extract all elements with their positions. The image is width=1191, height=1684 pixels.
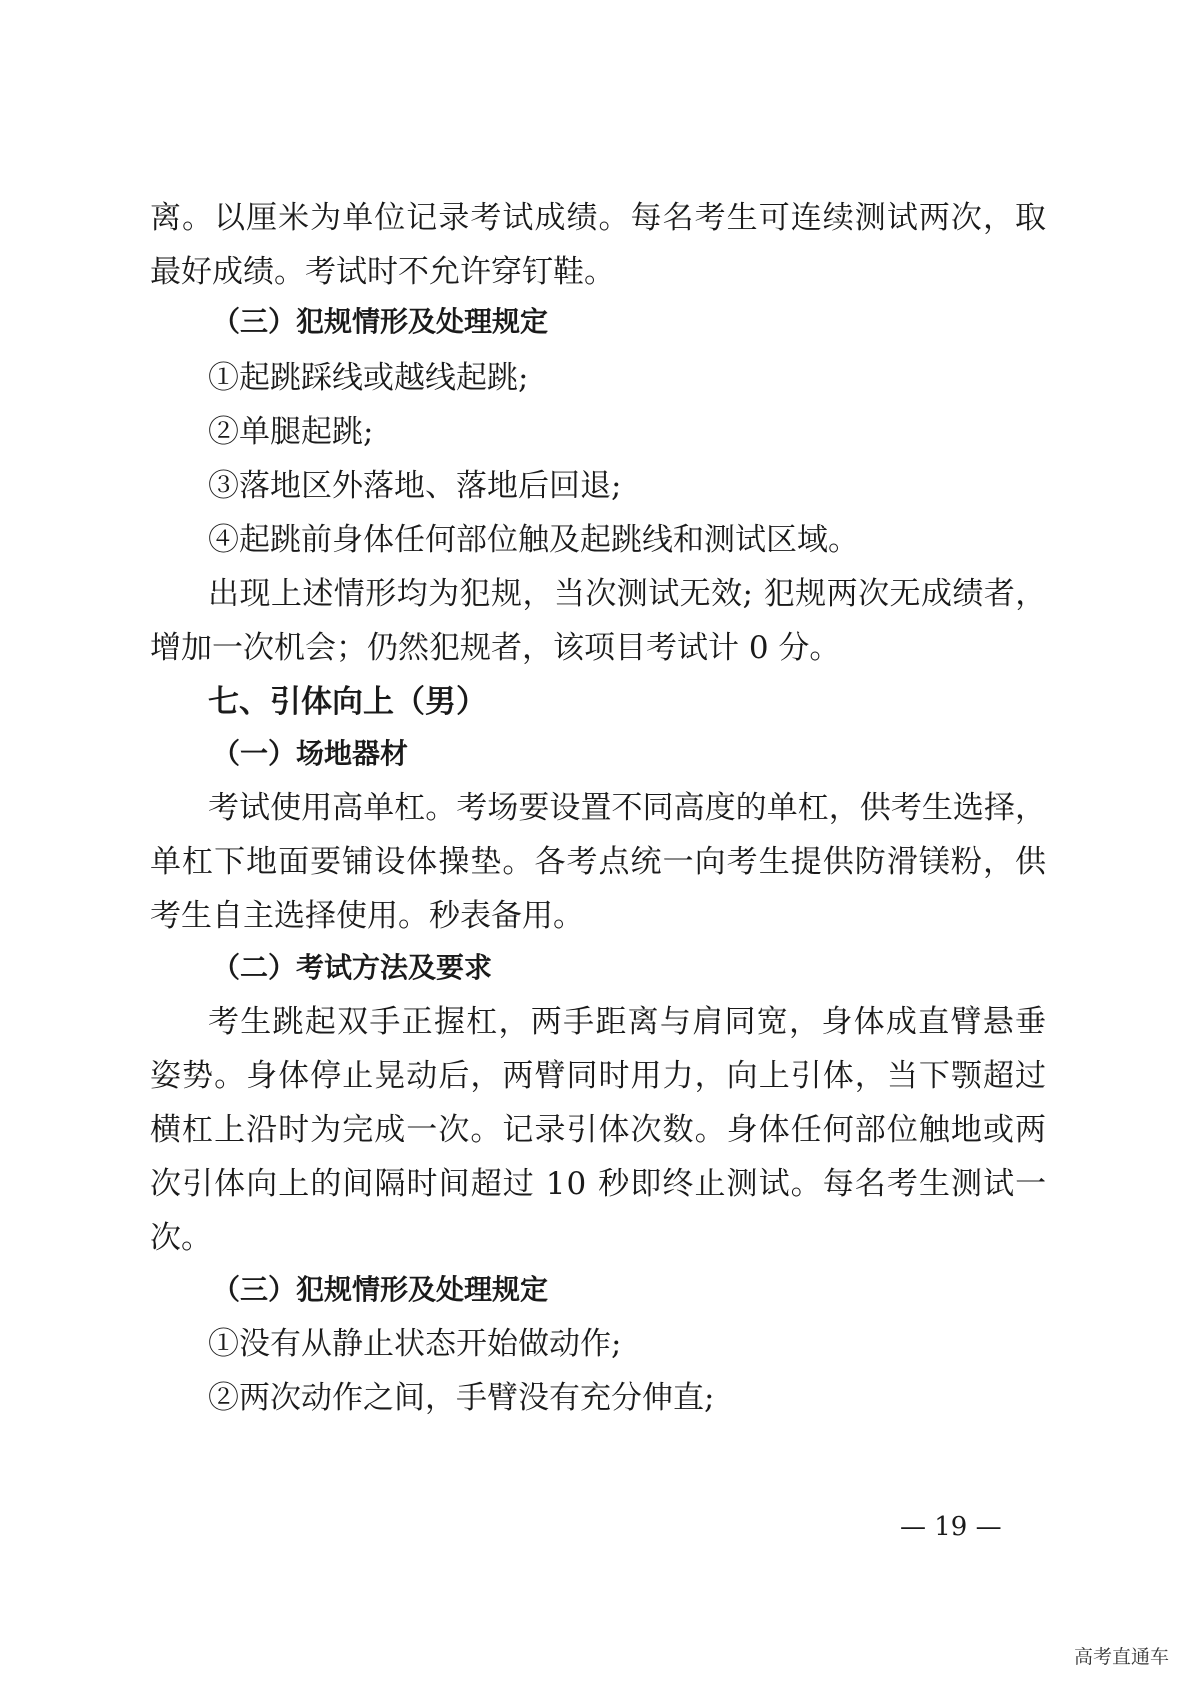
body-text-line: 离。以厘米为单位记录考试成绩。每名考生可连续测试两次，取 <box>150 200 1048 236</box>
list-item: ①没有从静止状态开始做动作; <box>208 1326 622 1362</box>
section-subheading: （三）犯规情形及处理规定 <box>212 1273 549 1306</box>
body-text-line: 出现上述情形均为犯规，当次测试无效; 犯规两次无成绩者， <box>208 576 1047 612</box>
body-text-line: 姿势。身体停止晃动后，两臂同时用力，向上引体，当下颚超过 <box>150 1058 1048 1094</box>
list-item: ②单腿起跳; <box>208 414 374 450</box>
body-text-line: 增加一次机会；仍然犯规者，该项目考试计 0 分。 <box>150 630 841 666</box>
page-number: — 19 — <box>900 1512 1002 1542</box>
list-item: ②两次动作之间，手臂没有充分伸直; <box>208 1380 715 1416</box>
body-text-line: 单杠下地面要铺设体操垫。各考点统一向考生提供防滑镁粉，供 <box>150 844 1048 880</box>
body-text-line: 考生跳起双手正握杠，两手距离与肩同宽，身体成直臂悬垂 <box>208 1004 1048 1040</box>
section-subheading: （一）场地器材 <box>212 737 409 770</box>
list-item: ③落地区外落地、落地后回退; <box>208 468 622 504</box>
list-item: ④起跳前身体任何部位触及起跳线和测试区域。 <box>208 522 859 558</box>
section-subheading: （二）考试方法及要求 <box>212 951 493 984</box>
body-text-line: 次引体向上的间隔时间超过 10 秒即终止测试。每名考生测试一 <box>150 1166 1048 1202</box>
list-item: ①起跳踩线或越线起跳; <box>208 360 529 396</box>
watermark: 高考直通车 <box>1073 1646 1169 1668</box>
section-subheading: （三）犯规情形及处理规定 <box>212 305 549 338</box>
body-text-line: 最好成绩。考试时不允许穿钉鞋。 <box>150 254 615 290</box>
body-text-line: 次。 <box>150 1220 212 1256</box>
section-heading: 七、引体向上（男） <box>208 684 487 720</box>
body-text-line: 横杠上沿时为完成一次。记录引体次数。身体任何部位触地或两 <box>150 1112 1048 1148</box>
body-text-line: 考生自主选择使用。秒表备用。 <box>150 898 584 934</box>
body-text-line: 考试使用高单杠。考场要设置不同高度的单杠，供考生选择， <box>208 790 1047 826</box>
